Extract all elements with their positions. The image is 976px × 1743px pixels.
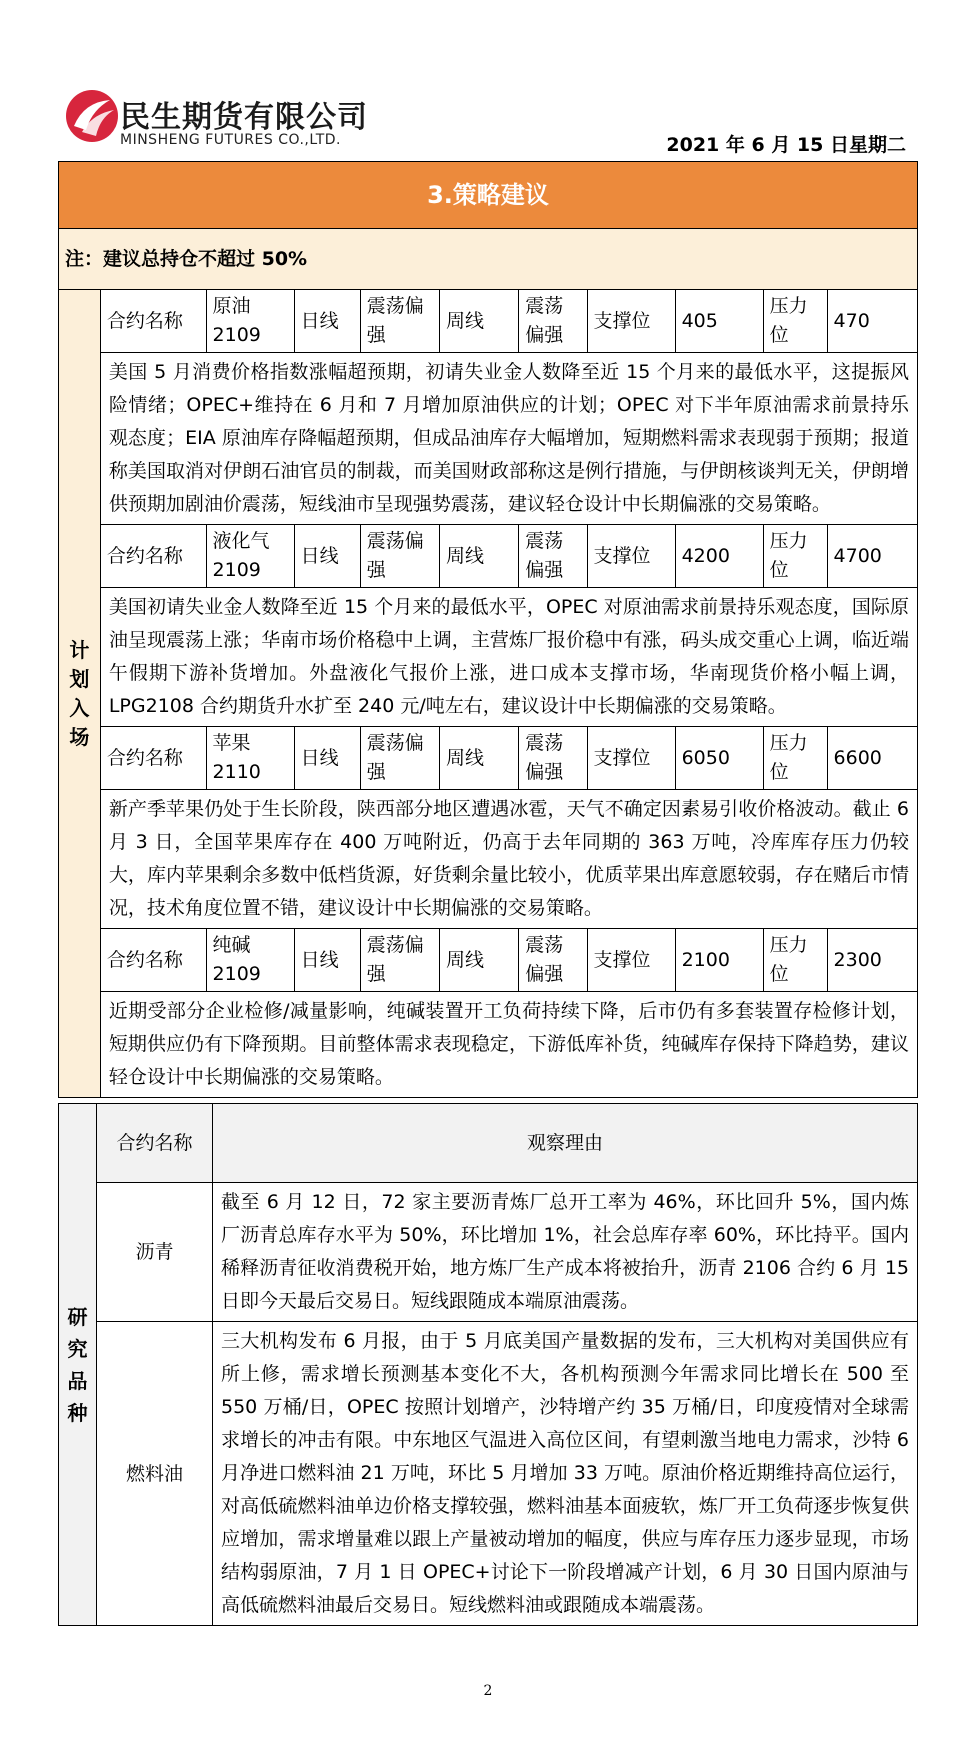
daily-label: 日线 — [294, 929, 360, 992]
support-label: 支撑位 — [587, 727, 675, 790]
contract-label: 合约名称 — [100, 727, 206, 790]
weekly-label: 周线 — [439, 929, 518, 992]
weekly-trend: 震荡偏强 — [519, 929, 587, 992]
report-date: 2021 年 6 月 15 日星期二 — [666, 134, 906, 156]
page-header — [0, 0, 976, 160]
daily-label: 日线 — [294, 727, 360, 790]
weekly-label: 周线 — [439, 290, 518, 353]
resistance-label: 压力位 — [763, 525, 827, 588]
weekly-label: 周线 — [439, 525, 518, 588]
contract-analysis: 近期受部分企业检修/减量影响，纯碱装置开工负荷持续下降，后市仍有多套装置存检修计划，短期供应仍有下降预期。目前整体需求表现稳定，下游低库补货，纯碱库存保持下降趋势，建议轻仓设计中长期偏涨的交易策略。 — [100, 992, 917, 1098]
company-name-en: MINSHENG FUTURES CO.,LTD. — [120, 132, 342, 148]
contract-label: 合约名称 — [100, 290, 206, 353]
weekly-trend: 震荡偏强 — [519, 727, 587, 790]
support-value: 2100 — [675, 929, 763, 992]
weekly-trend: 震荡偏强 — [519, 290, 587, 353]
company-name-cn: 民生期货有限公司 — [120, 100, 368, 135]
weekly-trend: 震荡偏强 — [519, 525, 587, 588]
resistance-value: 470 — [827, 290, 917, 353]
daily-trend: 震荡偏强 — [360, 727, 439, 790]
strategy-title: 3.策略建议 — [59, 162, 918, 229]
research-table — [58, 1103, 918, 1626]
strategy-table — [58, 161, 918, 1098]
support-value: 4200 — [675, 525, 763, 588]
contract-analysis: 新产季苹果仍处于生长阶段，陕西部分地区遭遇冰雹，天气不确定因素易引收价格波动。截止 6 月 3 日，全国苹果库存在 400 万吨附近，仍高于去年同期的 363 万吨，冷库库存压力仍较大，库内苹果剩余多数中低档货源，好货剩余量比较小，优质苹果出库意愿较弱，存在赌后市情况，技术角度位置不错，建议设计中长期偏涨的交易策略。 — [100, 790, 917, 929]
resistance-label: 压力位 — [763, 290, 827, 353]
weekly-label: 周线 — [439, 727, 518, 790]
reason-header: 观察理由 — [213, 1104, 918, 1183]
daily-trend: 震荡偏强 — [360, 290, 439, 353]
research-reason: 三大机构发布 6 月报，由于 5 月底美国产量数据的发布，三大机构对美国供应有所上修，需求增长预测基本变化不大，各机构预测今年需求同比增长在 500 至 550 万桶/日，OPEC 按照计划增产，沙特增产约 35 万桶/日，印度疫情对全球需求增长的冲击有限。中东地区气温进入高位区间，有望刺激当地电力需求，沙特 6 月净进口燃料油 21 万吨，环比 5 月增加 33 万吨。原油价格近期维持高位运行，对高低硫燃料油单边价格支撑较强，燃料油基本面疲软，炼厂开工负荷逐步恢复供应增加，需求增量难以跟上产量被动增加的幅度，供应与库存压力逐步显现，市场结构弱原油，7 月 1 日 OPEC+讨论下一阶段增减产计划，6 月 30 日国内原油与高低硫燃料油最后交易日。短线燃料油或跟随成本端震荡。 — [213, 1322, 918, 1626]
daily-label: 日线 — [294, 290, 360, 353]
research-varieties-label: 研究品种 — [59, 1104, 97, 1626]
research-reason: 截至 6 月 12 日，72 家主要沥青炼厂总开工率为 46%，环比回升 5%，国内炼厂沥青总库存水平为 50%，环比增加 1%，社会总库存率 60%，环比持平。国内稀释沥青征收消费税开始，地方炼厂生产成本将被抬升，沥青 2106 合约 6 月 15 日即今天最后交易日。短线跟随成本端原油震荡。 — [213, 1183, 918, 1322]
contract-label: 合约名称 — [100, 929, 206, 992]
contract-name: 液化气 2109 — [206, 525, 294, 588]
support-label: 支撑位 — [587, 929, 675, 992]
resistance-value: 2300 — [827, 929, 917, 992]
resistance-value: 6600 — [827, 727, 917, 790]
plan-entry-label: 计划入场 — [59, 290, 101, 1098]
support-value: 6050 — [675, 727, 763, 790]
contract-analysis: 美国 5 月消费价格指数涨幅超预期，初请失业金人数降至近 15 个月来的最低水平，这提振风险情绪；OPEC+维持在 6 月和 7 月增加原油供应的计划；OPEC 对下半年原油需求前景持乐观态度；EIA 原油库存降幅超预期，但成品油库存大幅增加，短期燃料需求表现弱于预期；报道称美国取消对伊朗石油官员的制裁，而美国财政部称这是例行措施，与伊朗核谈判无关，伊朗增供预期加剧油价震荡，短线油市呈现强势震荡，建议轻仓设计中长期偏涨的交易策略。 — [100, 353, 917, 525]
contract-name: 苹果 2110 — [206, 727, 294, 790]
research-contract-name: 燃料油 — [97, 1322, 213, 1626]
minsheng-logo-icon — [62, 86, 122, 146]
resistance-value: 4700 — [827, 525, 917, 588]
resistance-label: 压力位 — [763, 727, 827, 790]
position-note: 注：建议总持仓不超过 50% — [59, 229, 918, 290]
research-contract-name: 沥青 — [97, 1183, 213, 1322]
contract-label: 合约名称 — [100, 525, 206, 588]
contract-name-header: 合约名称 — [97, 1104, 213, 1183]
support-value: 405 — [675, 290, 763, 353]
daily-trend: 震荡偏强 — [360, 525, 439, 588]
daily-trend: 震荡偏强 — [360, 929, 439, 992]
page-number: 2 — [483, 1683, 493, 1699]
daily-label: 日线 — [294, 525, 360, 588]
support-label: 支撑位 — [587, 290, 675, 353]
contract-name: 纯碱 2109 — [206, 929, 294, 992]
support-label: 支撑位 — [587, 525, 675, 588]
resistance-label: 压力位 — [763, 929, 827, 992]
contract-name: 原油 2109 — [206, 290, 294, 353]
contract-analysis: 美国初请失业金人数降至近 15 个月来的最低水平，OPEC 对原油需求前景持乐观态度，国际原油呈现震荡上涨；华南市场价格稳中上调，主营炼厂报价稳中有涨，码头成交重心上调，临近端午假期下游补货增加。外盘液化气报价上涨，进口成本支撑市场，华南现货价格小幅上调，LPG2108 合约期货升水扩至 240 元/吨左右，建议设计中长期偏涨的交易策略。 — [100, 588, 917, 727]
